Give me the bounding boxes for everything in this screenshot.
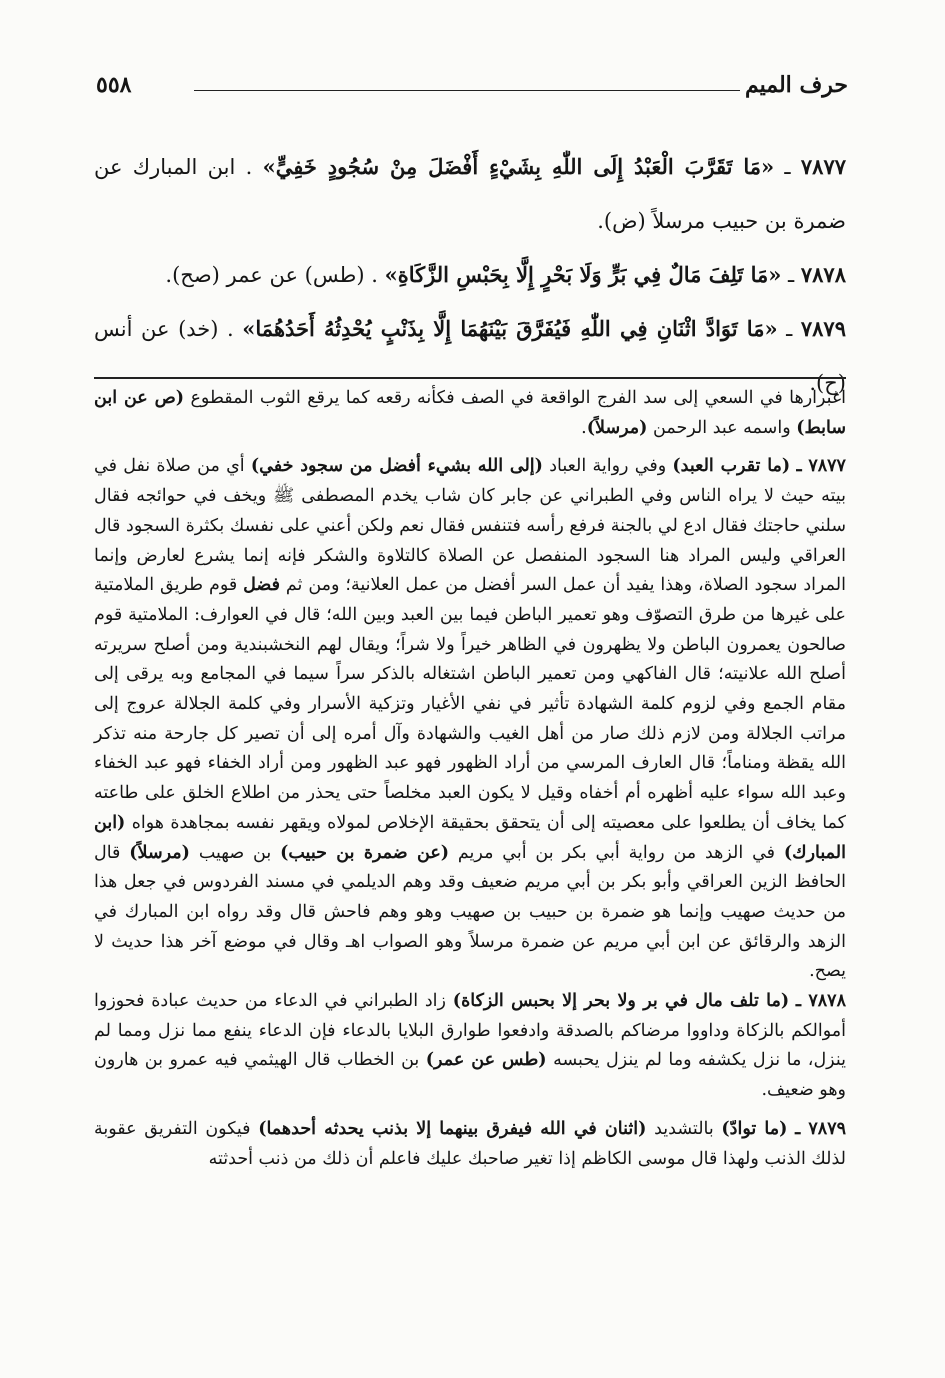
commentary-bold: (اثنان في الله فيفرق بينهما إلا بذنب يحدثه أحدهما) (258, 1118, 647, 1139)
commentary-text: أي من صلاة نفل في بيته حيث لا يراه الناس وفي الطبراني عن جابر كان شاب يخدم المصطفى ﷺ ويخف في حوائجه فقال سلني حاجتك فقال ادع لي بالجنة فرفع رأسه فتنفس فقال نعم ولكن أعني على نفسك بكثرة السجود قال العراقي وليس المراد هنا السجود المنفصل عن الصلاة كالتلاوة والشكر فإنه إنما يشرع لعارض وإنما المراد سجود الصلاة، وهذا يفيد أن عمل السر أفضل من عمل العلانية؛ ومن ثم (94, 456, 846, 596)
hadith-text-section (94, 140, 846, 410)
hadith-entry: ٧٨٧٩ ـ «مَا تَوَادَّ اثْنَانِ فِي اللّٰهِ فَيُفَرَّقَ بَيْنَهُمَا إِلَّا بِذَنْبٍ يُحْدِثُهُ أَحَدُهُمَا» . (خد) عن أنس (ح). (94, 316, 846, 395)
hadith-reference: . (طس) عن عمر (صح). (165, 263, 378, 287)
hadith-entry: ٧٨٧٧ ـ «مَا تَقَرَّبَ الْعَبْدُ إِلَى اللّٰهِ بِشَيْءٍ أَفْضَلَ مِنْ سُجُودٍ خَفِيٍّ» . ابن المبارك عن ضمرة بن حبيب مرسلاً (ض). (94, 154, 847, 233)
commentary-bold: (ما تلف مال في بر ولا بحر إلا بحبس الزكاة) (452, 991, 790, 1012)
hadith-number: ٧٨٧٨ (800, 262, 846, 287)
hadith-entry: ٧٨٧٨ ـ «مَا تَلِفَ مَالٌ فِي بَرٍّ وَلَا بَحْرٍ إِلَّا بِحَبْسِ الزَّكَاةِ» . (طس) عن عمر (صح). (165, 262, 846, 287)
commentary-number: ٧٨٧٨ ـ (795, 991, 846, 1012)
commentary-bold: فضل (243, 575, 280, 596)
commentary-paragraph (94, 987, 846, 1106)
commentary-bold: (ابن المبارك) (94, 812, 846, 863)
section-divider (94, 377, 846, 379)
commentary-section (94, 384, 846, 1174)
running-title: حرف الميم (744, 72, 848, 98)
commentary-bold: (إلى الله بشيء أفضل من سجود خفي) (250, 456, 543, 477)
hadith-matn: «مَا تَوَادَّ اثْنَانِ فِي اللّٰهِ فَيُفَرَّقَ بَيْنَهُمَا إِلَّا بِذَنْبٍ يُحْدِثُهُ أَحَدُهُمَا» (242, 316, 778, 341)
commentary-text: قال الحافظ الزين العراقي وأبو بكر بن أبي مريم ضعيف وقد وهم الديلمي في مسند الفردوس في جعل هذا من حديث صهيب وإنما هو ضمرة بن حبيب بن صهيب وهو وهم فاحش قال وقد رواه ابن المبارك في الزهد والرقائق عن ابن أبي مريم عن ضمرة مرسلاً وهو الصواب اهـ وقال في موضع آخر هذا حديث لا يصح. (94, 842, 846, 982)
hadith-reference: . (خد) عن أنس (ح). (94, 317, 846, 395)
commentary-number: ٧٨٧٧ ـ (796, 456, 846, 477)
commentary-number: ٧٨٧٩ ـ (795, 1118, 846, 1139)
commentary-text: بن صهيب (198, 842, 272, 863)
commentary-bold: (ما تقرب العبد) (672, 456, 791, 477)
commentary-bold: (ما توادّ) (721, 1118, 788, 1139)
commentary-text: زاد الطبراني في الدعاء من حديث عبادة فحوزوا أموالكم بالزكاة وداووا مرضاكم بالصدقة وادفعوا طوارق البلايا بالدعاء فإن الدعاء ينفع مما نزل ومما لم ينزل، ما نزل يكشفه وما لم ينزل يحبسه (94, 991, 846, 1071)
hadith-number: ٧٨٧٧ (800, 154, 847, 179)
commentary-bold: (عن ضمرة بن حبيب) (280, 842, 450, 863)
hadith-number: ٧٨٧٩ (800, 316, 846, 341)
commentary-text: وفي رواية العباد (549, 456, 667, 477)
commentary-paragraph (94, 384, 846, 443)
commentary-bold: (مرسلاً) (586, 417, 648, 438)
commentary-text: بالتشديد (654, 1118, 714, 1139)
commentary-text: فيكون التفريق عقوبة لذلك الذنب ولهذا قال موسى الكاظم إذا تغير صاحبك عليك فاعلم أن ذلك من ذنب أحدثته (94, 1118, 846, 1169)
hadith-matn: «مَا تَلِفَ مَالٌ فِي بَرٍّ وَلَا بَحْرٍ إِلَّا بِحَبْسِ الزَّكَاةِ» (384, 262, 782, 287)
commentary-bold: (مرسلاً) (129, 842, 190, 863)
commentary-bold: (ص عن ابن سابط) (94, 388, 846, 438)
page-number: ٥٥٨ (96, 72, 132, 98)
commentary-text: اغبرارها في السعي إلى سد الفرج الواقعة في الصف فكأنه رقعه كما يرقع الثوب المقطوع (190, 388, 846, 408)
commentary-text: في الزهد من رواية أبي بكر بن أبي مريم (457, 842, 776, 863)
commentary-paragraph (94, 1115, 846, 1174)
commentary-text: بن الخطاب قال الهيثمي فيه عمرو بن هارون وهو ضعيف. (94, 1050, 846, 1101)
header-rule (194, 90, 740, 91)
hadith-matn: «مَا تَقَرَّبَ الْعَبْدُ إِلَى اللّٰهِ بِشَيْءٍ أَفْضَلَ مِنْ سُجُودٍ خَفِيٍّ» (262, 154, 775, 179)
commentary-text: . (581, 417, 587, 438)
commentary-text: قوم طريق الملامتية على غيرها من طرق التصوّف وهو تعمير الباطن فيما بين العبد وبين الله؛ قال في العوارف: الملامتية قوم صالحون يعمرون الباطن ولا يظهرون في الظاهر خيراً ولا شراً؛ ويقال لهم النخشبندية ومن أصلح سريرته أصلح الله علانيته؛ قال الفاكهي ومن تعمير الباطن اشتغاله بالذكر سراً سيما في المجامع وبه يرقى إلى مقام الجمع وفي لزوم كلمة الشهادة تأثير في نفي الأغيار وتزكية الأسرار وفي كلمة الجلالة عروج إلى مراتب الجلالة ومن لازم ذلك صار من أهل الغيب والشهادة وآل أمره إلى أن تصير كل جارحة منه تذكر الله يقظة ومناماً؛ قال العارف المرسي من أراد الظهور فهو عبد الظهور ومن أراد الخفاء فهو عبد الخفاء وعبد الله سواء عليه أظهره أم أخفاه وقيل لا يكون العبد مخلصاً حتى يحذر من اطلاع الخلق على طاعته كما يخاف أن يطلعوا على معصيته إلى أن يتحقق بحقيقة الإخلاص لمولاه ويقهر نفسه بمجاهدة هواه (94, 575, 846, 833)
commentary-bold: (طس عن عمر) (425, 1050, 547, 1071)
page-header (96, 72, 848, 106)
commentary-paragraph (94, 452, 846, 987)
commentary-text: واسمه عبد الرحمن (653, 417, 791, 438)
hadith-reference: . ابن المبارك عن ضمرة بن حبيب مرسلاً (ض). (94, 155, 846, 233)
